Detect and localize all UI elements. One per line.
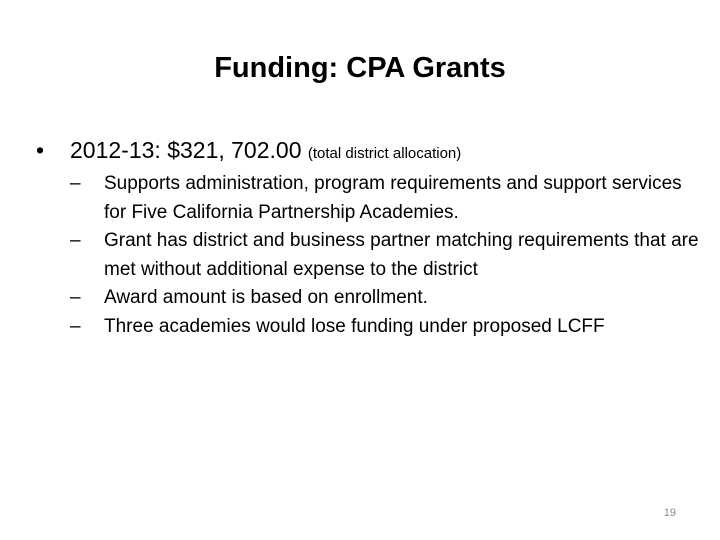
sub-bullet-text: Grant has district and business partner matching requirements that are met without additional expense to the district <box>104 230 699 280</box>
main-bullet <box>36 134 696 170</box>
page-number: 19 <box>663 507 676 519</box>
sub-bullet-text: Award amount is based on enrollment. <box>104 287 428 308</box>
sub-bullet-text: Three academies would lose funding under proposed LCFF <box>104 315 605 337</box>
sub-bullet <box>70 284 700 313</box>
main-bullet-note: (total district allocation) <box>307 145 462 162</box>
sub-bullet-list <box>70 170 700 341</box>
main-bullet-text: 2012-13: $321, 702.00 <box>70 137 302 163</box>
dash-marker: – <box>70 230 81 251</box>
sub-bullet-text: Supports administration, program requirements and support services for Five California Partnership Academies. <box>104 173 682 223</box>
dash-marker: – <box>70 315 81 337</box>
slide-title: Funding: CPA Grants <box>214 52 506 84</box>
bullet-marker: • <box>36 137 45 163</box>
dash-marker: – <box>70 173 81 194</box>
sub-bullet <box>70 170 700 227</box>
dash-marker: – <box>70 287 81 308</box>
sub-bullet <box>70 313 700 342</box>
sub-bullet <box>70 227 700 284</box>
